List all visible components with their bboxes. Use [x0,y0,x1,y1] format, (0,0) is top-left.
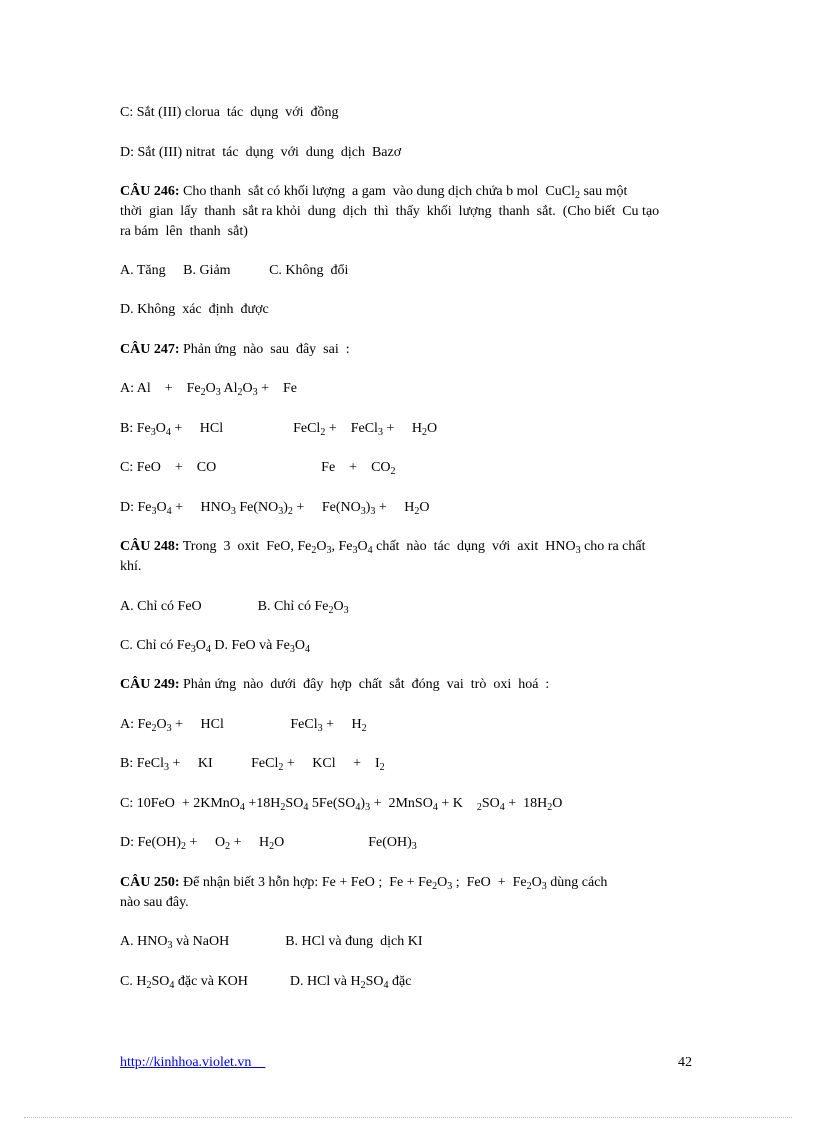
text-segment: + H [322,717,362,732]
text-segment: sau một [579,184,628,199]
text-segment: + HNO [171,500,231,515]
subscript: 3 [541,881,547,892]
text-segment: O [419,500,430,515]
text-segment: O [242,381,253,396]
text-line [120,104,339,122]
subscript: 2 [414,506,420,517]
page-number: 42 [678,1055,692,1070]
text-line [120,558,141,576]
text-segment: O [357,539,368,554]
subscript: 4 [239,802,245,813]
question-label: CÂU 248: [120,539,180,554]
text-segment: SO [151,974,170,989]
subscript: 2 [269,841,275,852]
text-line [120,459,396,477]
subscript: 2 [328,605,334,616]
question-label: CÂU 249: [120,677,180,692]
subscript: 3 [166,723,172,734]
subscript: 2 [280,802,286,813]
subscript: 2 [421,427,427,438]
text-segment: O [552,796,563,811]
text-line [120,933,422,951]
subscript: 3 [252,387,258,398]
subscript: 2 [237,387,243,398]
subscript: 3 [370,506,376,517]
text-segment: C. Chỉ có Fe [120,638,191,653]
text-line [120,262,348,280]
text-segment: B: FeCl [120,756,164,771]
subscript: 2 [278,762,284,773]
text-segment: ) [365,500,371,515]
subscript: 3 [352,545,358,556]
subscript: 3 [377,427,383,438]
text-segment: C: Sắt (III) clorua tác dụng với đồng [120,105,339,120]
text-line [120,499,430,517]
text-segment: + KI FeCl [168,756,279,771]
text-segment: Fe(NO [235,500,279,515]
subscript: 2 [311,545,317,556]
subscript: 2 [432,881,438,892]
subscript: 4 [304,644,310,655]
text-line [120,973,411,991]
text-segment: O Fe(OH) [274,835,412,850]
text-segment: A: Al + Fe [120,381,201,396]
text-line [120,716,367,734]
text-segment: + FeCl [325,421,378,436]
text-segment: + O [186,835,226,850]
subscript: 2 [476,802,482,813]
question-label: CÂU 247: [120,342,180,357]
text-segment: SO [481,796,500,811]
text-segment: ) [283,500,288,515]
subscript: 2 [225,841,231,852]
subscript: 3 [326,545,332,556]
text-segment: + Fe [257,381,298,396]
text-segment: O [156,717,167,732]
text-segment: + 2MnSO [370,796,433,811]
subscript: 3 [411,841,417,852]
text-segment: C: FeO + CO Fe + CO [120,460,391,475]
text-segment: Trong 3 oxit FeO, Fe [179,539,312,554]
subscript: 2 [379,762,385,773]
text-segment: Phản ứng nào dưới đây hợp chất sắt đóng vai trò oxi hoá : [179,677,550,692]
subscript: 3 [215,387,221,398]
text-segment: O [426,421,438,436]
text-segment: cho ra chất [580,539,646,554]
text-segment: dùng cách [546,875,608,890]
subscript: 3 [190,644,196,655]
text-segment: B: Fe [120,421,151,436]
footer-link[interactable]: http://kinhhoa.violet.vn [120,1055,266,1070]
subscript: 3 [230,506,236,517]
text-segment: Cho thanh sắt có khối lượng a gam vào dung dịch chứa b mol CuCl [179,184,575,199]
text-segment: + K [437,796,477,811]
text-segment: thời gian lấy thanh sắt ra khỏi dung dịch thì thấy khối lượng thanh sắt. (Cho biết Cu tạo [120,204,660,219]
subscript: 4 [205,644,211,655]
text-line [120,598,349,616]
subscript: 3 [167,940,173,951]
text-line [120,834,417,852]
text-segment: + KCl + I [283,756,380,771]
text-segment: A. Tăng B. Giảm C. Không đổi [120,263,349,278]
text-segment: O [195,638,206,653]
text-segment: A. HNO [120,934,168,949]
subscript: 4 [383,980,389,991]
text-line [120,341,350,359]
text-line [120,795,562,813]
text-segment: ) [360,796,366,811]
text-segment: Al [220,381,238,396]
text-segment: + HCl FeCl [170,421,321,436]
text-line [120,874,607,892]
subscript: 3 [447,881,453,892]
text-line [120,380,297,398]
text-line [120,894,189,912]
text-segment: đặc và KOH D. HCl và H [174,974,361,989]
subscript: 4 [355,802,361,813]
text-segment: + H [375,500,415,515]
text-segment: O [333,599,344,614]
subscript: 3 [343,605,349,616]
text-segment: O [156,500,167,515]
text-segment: O [205,381,216,396]
subscript: 4 [166,506,172,517]
subscript: 2 [574,190,580,201]
text-segment: O [316,539,327,554]
subscript: 3 [163,762,169,773]
text-segment: D: Fe(OH) [120,835,182,850]
subscript: 3 [575,545,581,556]
text-segment: + H [230,835,270,850]
text-segment: A: Fe [120,717,152,732]
text-segment: O [294,638,305,653]
subscript: 2 [360,980,366,991]
subscript: 2 [181,841,187,852]
text-line [120,637,310,655]
text-segment: D. FeO và Fe [210,638,290,653]
subscript: 3 [289,644,295,655]
text-line [120,755,385,773]
text-segment: ; FeO + Fe [452,875,527,890]
text-line [120,301,269,319]
subscript: 2 [390,466,396,477]
text-segment: 5Fe(SO [308,796,356,811]
text-segment: O [437,875,448,890]
text-line [120,538,646,556]
subscript: 2 [547,802,553,813]
subscript: 3 [317,723,323,734]
subscript: 3 [360,506,366,517]
text-segment: + Fe(NO [292,500,361,515]
question-label: CÂU 246: [120,184,180,199]
text-line [120,183,627,201]
text-segment: SO [285,796,304,811]
subscript: 2 [361,723,367,734]
text-segment: ra bám lên thanh sắt) [120,224,248,239]
subscript: 2 [287,506,293,517]
text-segment: Phản ứng nào sau đây sai : [179,342,350,357]
text-segment: và NaOH B. HCl và đung dịch KI [172,934,423,949]
text-segment: SO [365,974,384,989]
text-segment: +18H [244,796,281,811]
subscript: 2 [151,723,157,734]
subscript: 4 [367,545,373,556]
subscript: 4 [432,802,438,813]
text-segment: C. H [120,974,147,989]
subscript: 2 [146,980,152,991]
text-segment: O [531,875,542,890]
text-segment: D. Không xác định được [120,302,269,317]
text-line [120,144,401,162]
subscript: 2 [526,881,532,892]
text-line [120,203,659,221]
text-line [120,420,437,438]
text-segment: O [155,421,166,436]
text-segment: , Fe [331,539,353,554]
text-segment: đặc [388,974,412,989]
subscript: 4 [499,802,505,813]
subscript: 3 [151,506,157,517]
text-segment: khí. [120,559,142,574]
subscript: 4 [303,802,309,813]
subscript: 3 [278,506,284,517]
text-segment: + 18H [504,796,548,811]
text-segment: C: 10FeO + 2KMnO [120,796,240,811]
text-segment: nào sau đây. [120,895,189,910]
text-line [120,676,549,694]
subscript: 2 [200,387,206,398]
subscript: 3 [150,427,156,438]
text-segment: chất nào tác dụng với axit HNO [372,539,576,554]
text-line [120,223,248,241]
subscript: 4 [165,427,171,438]
text-segment: + HCl FeCl [171,717,318,732]
text-segment: Để nhận biết 3 hỗn hợp: Fe + FeO ; Fe + Fe [179,875,433,890]
page-bottom-rule [24,1117,792,1118]
subscript: 4 [169,980,175,991]
question-label: CÂU 250: [120,875,180,890]
text-segment: D: Sắt (III) nitrat tác dụng với dung dịch Bazơ [120,145,402,160]
text-segment: + H [382,421,422,436]
text-segment: D: Fe [120,500,152,515]
subscript: 3 [365,802,371,813]
subscript: 2 [320,427,326,438]
text-segment: A. Chỉ có FeO B. Chỉ có Fe [120,599,329,614]
